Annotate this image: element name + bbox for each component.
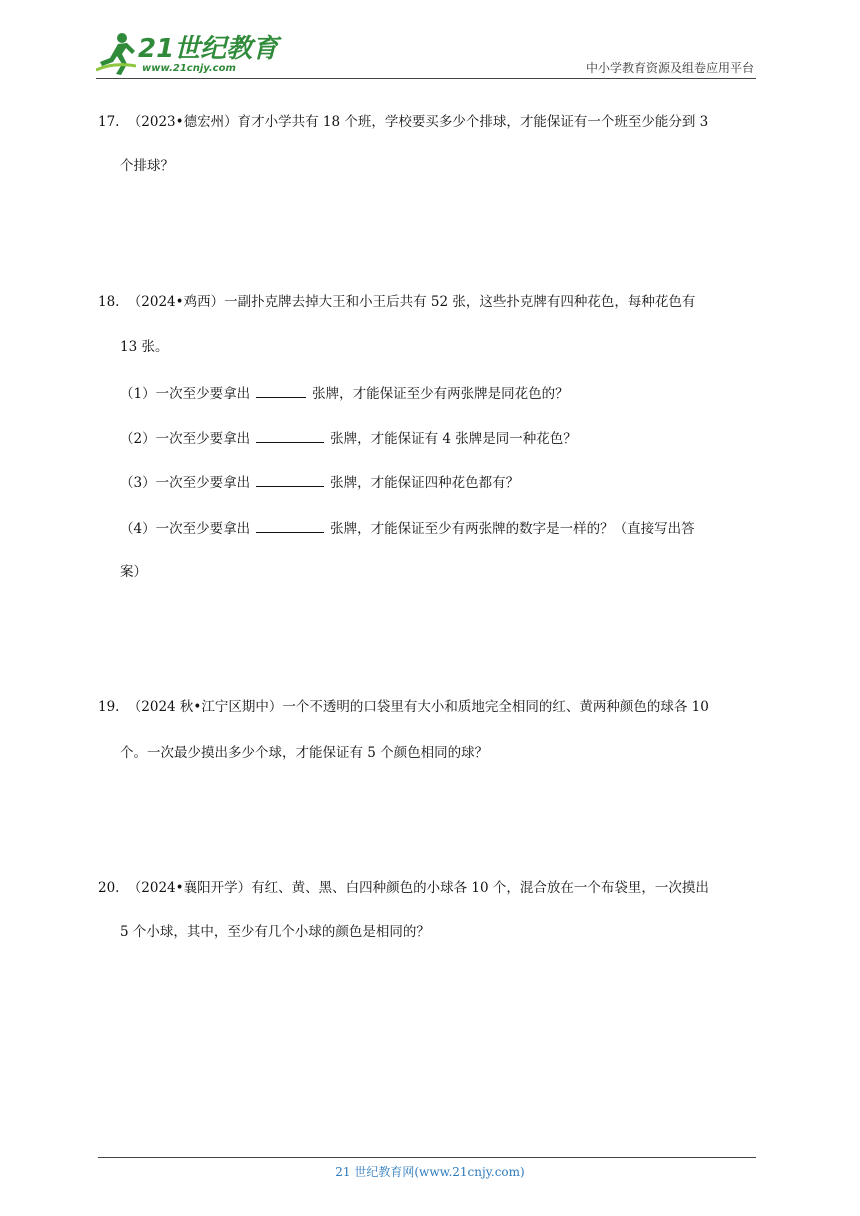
sub-question-4: （4）一次至少要拿出 张牌，才能保证至少有两张牌的数字是一样的？（直接写出答 [120,518,695,538]
logo-url: www.21cnjy.com [142,63,236,74]
runner-logo-icon [96,32,136,76]
question-number: 19. [98,699,120,715]
question-text-continued: 个。一次最少摸出多少个球，才能保证有 5 个颜色相同的球？ [120,745,489,761]
answer-blank[interactable] [256,472,324,487]
question-text: （2024 秋•江宁区期中）一个不透明的口袋里有大小和质地完全相同的红、黄两种颜色的球各 10 [127,699,709,715]
page-header [0,0,860,82]
question-number: 17. [98,114,120,130]
footer-divider [98,1157,756,1158]
answer-blank[interactable] [256,518,324,533]
sub-question-3: （3）一次至少要拿出 张牌，才能保证四种花色都有？ [120,472,519,492]
question-text: （2023•德宏州）育才小学共有 18 个班，学校要买多少个排球，才能保证有一个班至少能分到 3 [127,114,709,130]
answer-blank[interactable] [256,428,324,443]
footer-link[interactable]: 21 世纪教育网(www.21cnjy.com) [335,1165,525,1179]
answer-blank[interactable] [256,383,306,398]
question-number: 18. [98,294,120,310]
question-text-continued: 个排球？ [120,158,174,174]
sub-question-4-continued: 案） [120,564,147,580]
header-divider [96,78,756,79]
question-text-continued: 5 个小球，其中，至少有几个小球的颜色是相同的？ [120,924,430,940]
site-logo[interactable] [96,30,279,82]
header-tagline: 中小学教育资源及组卷应用平台 [585,61,754,75]
question-text: （2024•鸡西）一副扑克牌去掉大王和小王后共有 52 张，这些扑克牌有四种花色，每种花色有 [127,294,696,310]
logo-wordmark: 21世纪教育 [138,34,279,64]
sub-question-1: （1）一次至少要拿出 张牌，才能保证至少有两张牌是同花色的？ [120,383,569,403]
question-text-continued: 13 张。 [120,339,169,355]
question-number: 20. [98,880,120,896]
question-text: （2024•襄阳开学）有红、黄、黑、白四种颜色的小球各 10 个，混合放在一个布袋里，一次摸出 [127,880,709,896]
sub-question-2: （2）一次至少要拿出 张牌，才能保证有 4 张牌是同一种花色？ [120,428,577,448]
